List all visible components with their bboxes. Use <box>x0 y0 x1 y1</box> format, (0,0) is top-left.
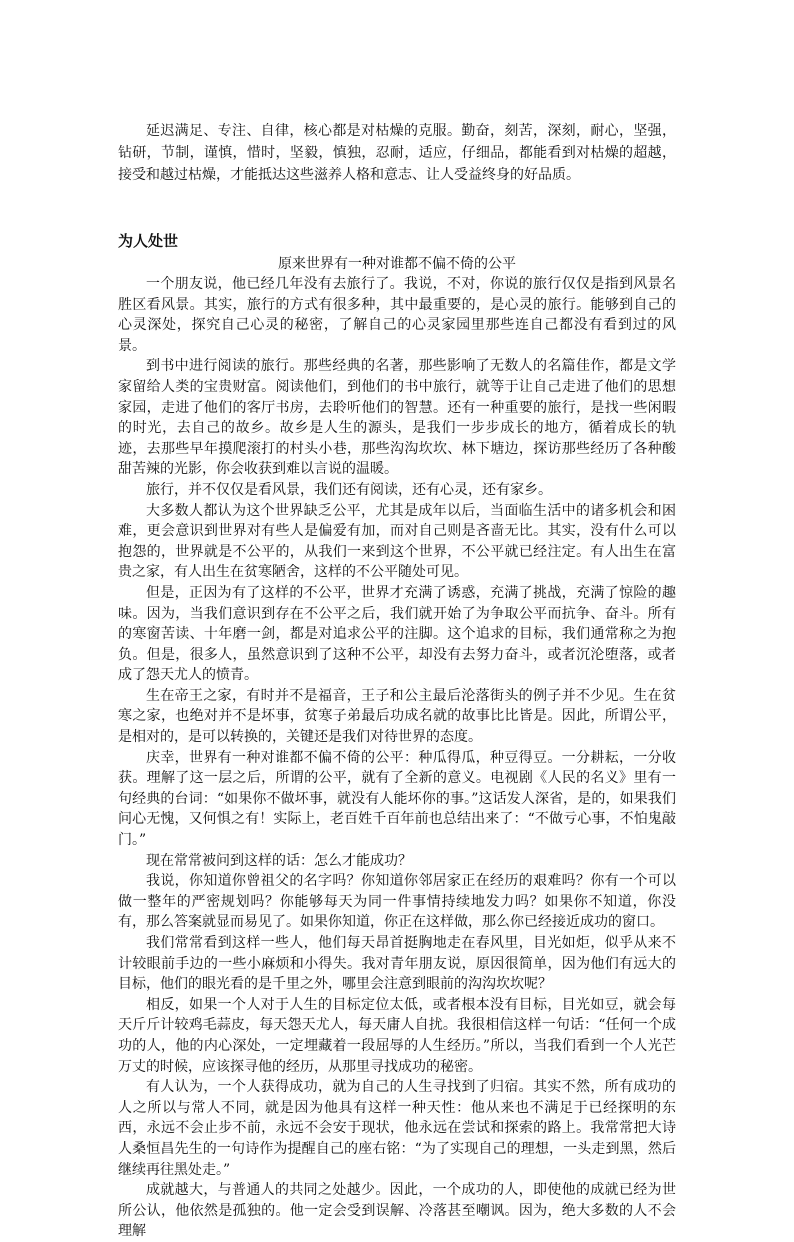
body-paragraph: 成就越大，与普通人的共同之处越少。因此，一个成功的人，即使他的成就已经为世所公认，他依然是孤独的。他一定会受到误解、冷落甚至嘲讽。因为，绝大多数的人不会理解 <box>118 1182 676 1240</box>
body-paragraph: 旅行，并不仅仅是看风景，我们还有阅读，还有心灵，还有家乡。 <box>146 481 552 498</box>
body-paragraph: 我说，你知道你曾祖父的名字吗？你知道你邻居家正在经历的艰难吗？你有一个可以做一整年的严密规划吗？你能够每天为同一件事情持续地发力吗？如果你不知道，你没有，那么答案就显而易见了。如果你知道，你正在这样做，那么你已经接近成功的窗口。 <box>118 873 676 931</box>
body-paragraph: 庆幸，世界有一种对谁都不偏不倚的公平：种瓜得瓜，种豆得豆。一分耕耘，一分收获。理解了这一层之后，所谓的公平，就有了全新的意义。电视剧《人民的名义》里有一句经典的台词：“如果你不做坏事，就没有人能坏你的事。”这话发人深省，是的，如果我们问心无愧，又何惧之有！实际上，老百姓千百年前也总结出来了：“不做亏心事，不怕鬼敲门。” <box>118 749 676 849</box>
body-paragraph: 有人认为，一个人获得成功，就为自己的人生寻找到了归宿。其实不然，所有成功的人之所以与常人不同，就是因为他具有这样一种天性：他从来也不满足于已经探明的东西，永远不会止步不前，永远不会安于现状，他永远在尝试和探索的路上。我常常把大诗人桑恒昌先生的一句诗作为提醒自己的座右铭：“为了实现自己的理想，一头走到黑，然后继续再往黑处走。” <box>118 1079 676 1178</box>
section-heading: 为人处世 <box>118 232 179 250</box>
article-body <box>118 274 676 1242</box>
body-paragraph: 大多数人都认为这个世界缺乏公平，尤其是成年以后，当面临生活中的诸多机会和困难，更会意识到世界对有些人是偏爱有加，而对自己则是吝啬无比。其实，没有什么可以抱怨的，世界就是不公平的，从我们一来到这个世界，不公平就已经注定。有人出生在富贵之家，有人出生在贫寒陋舍，这样的不公平随处可见。 <box>118 502 676 581</box>
document-page <box>118 120 676 1242</box>
body-paragraph: 现在常常被问到这样的话：怎么才能成功？ <box>146 852 412 869</box>
body-paragraph: 一个朋友说，他已经几年没有去旅行了。我说，不对，你说的旅行仅仅是指到风景名胜区看风景。其实，旅行的方式有很多种，其中最重要的，是心灵的旅行。能够到自己的心灵深处，探究自己心灵的秘密，了解自己的心灵家园里那些连自己都没有看到过的风景。 <box>118 276 676 354</box>
intro-paragraph: 延迟满足、专注、自律，核心都是对枯燥的克服。勤奋，刻苦，深刻，耐心，坚强，钻研，节制，谨慎，惜时，坚毅，慎独，忍耐，适应，仔细品，都能看到对枯燥的超越，接受和越过枯燥，才能抵达这些滋养人格和意志、让人受益终身的好品质。 <box>118 123 676 183</box>
article-title: 原来世界有一种对谁都不偏不倚的公平 <box>278 256 516 272</box>
body-paragraph: 但是，正因为有了这样的不公平，世界才充满了诱惑，充满了挑战，充满了惊险的趣味。因为，当我们意识到存在不公平之后，我们就开始了为争取公平而抗争、奋斗。所有的寒窗苦读、十年磨一剑，都是对追求公平的注脚。这个追求的目标，我们通常称之为抱负。但是，很多人，虽然意识到了这种不公平，却没有去努力奋斗，或者沉沦堕落，或者成了怨天尤人的愤青。 <box>118 584 676 684</box>
body-paragraph: 到书中进行阅读的旅行。那些经典的名著，那些影响了无数人的名篇佳作，都是文学家留给人类的宝贵财富。阅读他们，到他们的书中旅行，就等于让自己走进了他们的思想家园，走进了他们的客厅书房，去聆听他们的智慧。还有一种重要的旅行，是找一些闲暇的时光，去自己的故乡。故乡是人生的源头，是我们一步步成长的地方，循着成长的轨迹，去那些早年摸爬滚打的村头小巷，那些沟沟坎坎、林下塘边，探访那些经历了各种酸甜苦辣的光影，你会收获到难以言说的温暖。 <box>118 358 676 478</box>
body-paragraph: 相反，如果一个人对于人生的目标定位太低，或者根本没有目标，目光如豆，就会每天斤斤计较鸡毛蒜皮，每天怨天尤人，每天庸人自扰。我很相信这样一句话：“任何一个成功的人，他的内心深处，一定埋藏着一段屈辱的人生经历。”所以，当我们看到一个人光芒万丈的时候，应该探寻他的经历，从那里寻找成功的秘密。 <box>118 996 676 1075</box>
body-paragraph: 我们常常看到这样一些人，他们每天昂首挺胸地走在春风里，目光如炬，似乎从来不计较眼前手边的一些小麻烦和小得失。我对青年朋友说，原因很简单，因为他们有远大的目标，他们的眼光看的是千里之外，哪里会注意到眼前的沟沟坎坎呢？ <box>118 935 676 993</box>
body-paragraph: 生在帝王之家，有时并不是福音，王子和公主最后沦落街头的例子并不少见。生在贫寒之家，也绝对并不是坏事，贫寒子弟最后功成名就的故事比比皆是。因此，所谓公平，是相对的，是可以转换的，关键还是我们对待世界的态度。 <box>118 687 676 746</box>
